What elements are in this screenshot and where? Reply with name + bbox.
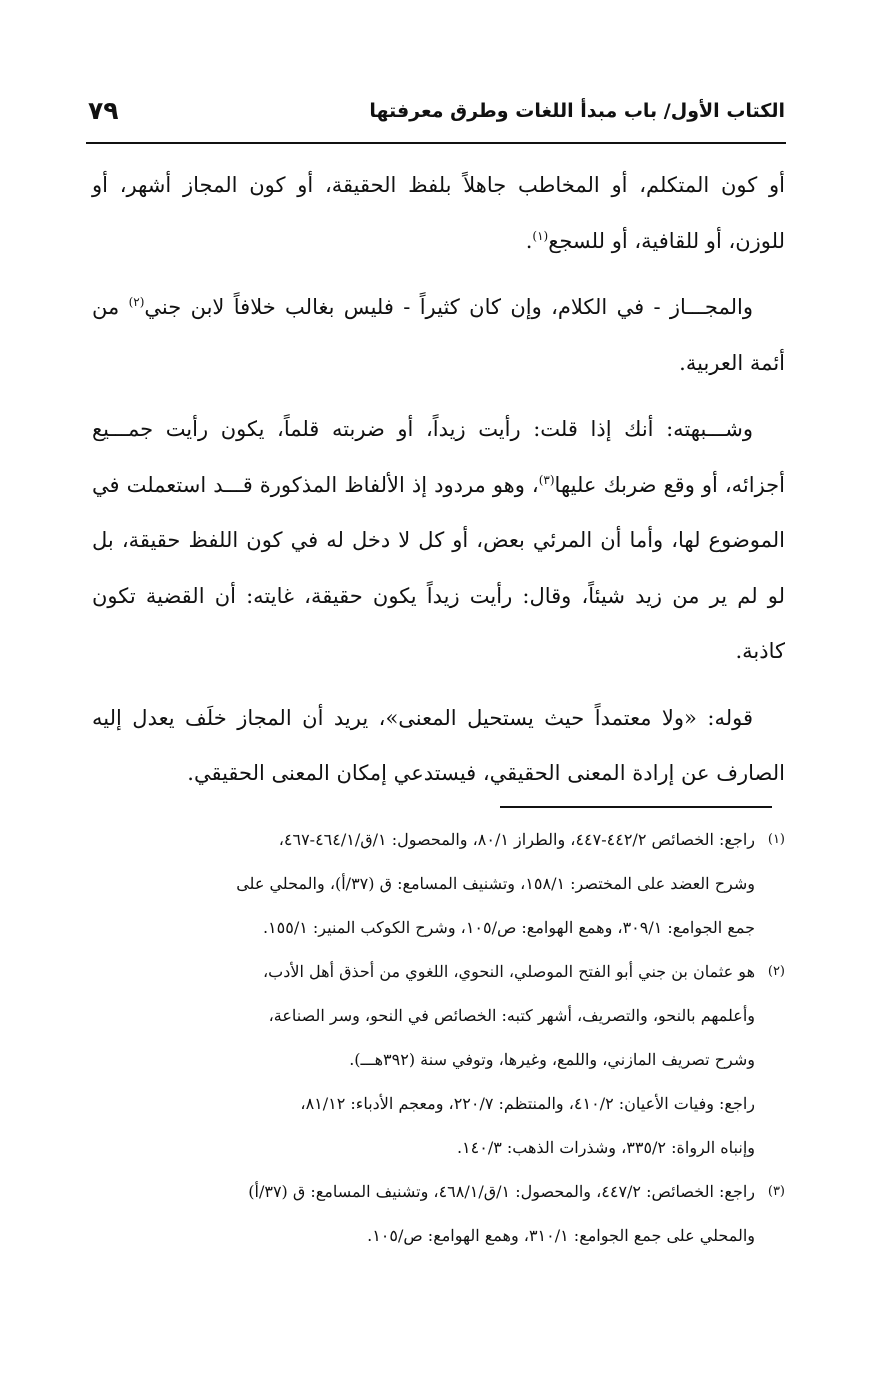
- paragraph-3: وشـــبهته: أنك إذا قلت: رأيت زيداً، أو ضربته قلماً، يكون رأيت جمـــيع أجزائه، أو وقع ضربك عليها$^{(٣)}$، وهو مردود إذ الألفاظ المذكورة قـــد استعملت في الموضوع لها، وأما أن المرئي بعض، أو كل لا دخل له في كون اللفظ حقيقة، بل لو لم ير من زيد شيئاً، وقال: رأيت زيداً يكون حقيقة، غايته: أن القضية تكون كاذبة.: [92, 417, 786, 663]
- footnote-line: راجع: وفيات الأعيان: ٤١٠/٢، والمنتظم: ٢٢٠/٧، ومعجم الأدباء: ٨١/١٢،: [300, 1094, 755, 1113]
- footnote-line: وأعلمهم بالنحو، والتصريف، أشهر كتبه: الخصائص في النحو، وسر الصناعة،: [268, 1006, 755, 1025]
- footnote-number: (٣): [767, 1184, 785, 1199]
- footnote-ref-3[interactable]: (٣): [538, 472, 555, 487]
- main-text: [92, 158, 785, 813]
- footnote-number: (١): [767, 832, 785, 847]
- paragraph-2: والمجـــاز - في الكلام، وإن كان كثيراً - فليس بغالب خلافاً لابن جني$^{(٢)}$ من أئمة العربية.: [92, 295, 785, 375]
- footnote-number: (٢): [767, 964, 785, 979]
- header-divider: [86, 142, 786, 144]
- footnote-line: جمع الجوامع: ٣٠٩/١، وهمع الهوامع: ص/١٠٥، وشرح الكوكب المنير: ١٥٥/١.: [262, 918, 755, 937]
- footnote-divider: [500, 806, 772, 808]
- footnote-line: وإنباه الرواة: ٣٣٥/٢، وشذرات الذهب: ١٤٠/٣.: [456, 1138, 755, 1157]
- header-title: الكتاب الأول/ باب مبدأ اللغات وطرق معرفتها: [369, 100, 785, 122]
- footnote-1: [88, 818, 785, 950]
- paragraph-4: قوله: «ولا معتمداً حيث يستحيل المعنى»، يريد أن المجاز خلَف يعدل إليه الصارف عن إرادة المعنى الحقيقي، فيستدعي إمكان المعنى الحقيقي.: [92, 705, 785, 785]
- running-header: [88, 96, 785, 136]
- paragraph-1: أو كون المتكلم، أو المخاطب جاهلاً بلفظ الحقيقة، أو كون المجاز أشهر، أو للوزن، أو للقافية، أو للسجع$^{(١)}$.: [92, 173, 785, 253]
- footnote-line: والمحلي على جمع الجوامع: ٣١٠/١، وهمع الهوامع: ص/١٠٥.: [367, 1226, 755, 1245]
- footnote-ref-1[interactable]: (١): [532, 228, 549, 243]
- footnote-line: وشرح تصريف المازني، واللمع، وغيرها، وتوفي سنة (٣٩٢هـــ).: [349, 1050, 755, 1069]
- footnote-line: وشرح العضد على المختصر: ١٥٨/١، وتشنيف المسامع: ق (٣٧/أ)، والمحلي على: [236, 874, 755, 893]
- footnote-line: هو عثمان بن جني أبو الفتح الموصلي، النحوي، اللغوي من أحذق أهل الأدب،: [263, 962, 755, 981]
- footnotes: [88, 818, 785, 1258]
- page-number: ٧٩: [88, 96, 119, 125]
- footnote-2: [88, 950, 785, 1170]
- footnote-line: راجع: الخصائص ٤٤٢/٢-٤٤٧، والطراز ٨٠/١، والمحصول: ١/ق/٤٦٤/١-٤٦٧،: [278, 830, 755, 849]
- footnote-line: راجع: الخصائص: ٤٤٧/٢، والمحصول: ١/ق/٤٦٨/١، وتشنيف المسامع: ق (٣٧/أ): [248, 1182, 755, 1201]
- footnote-3: [88, 1170, 785, 1258]
- footnote-ref-2[interactable]: (٢): [128, 295, 145, 309]
